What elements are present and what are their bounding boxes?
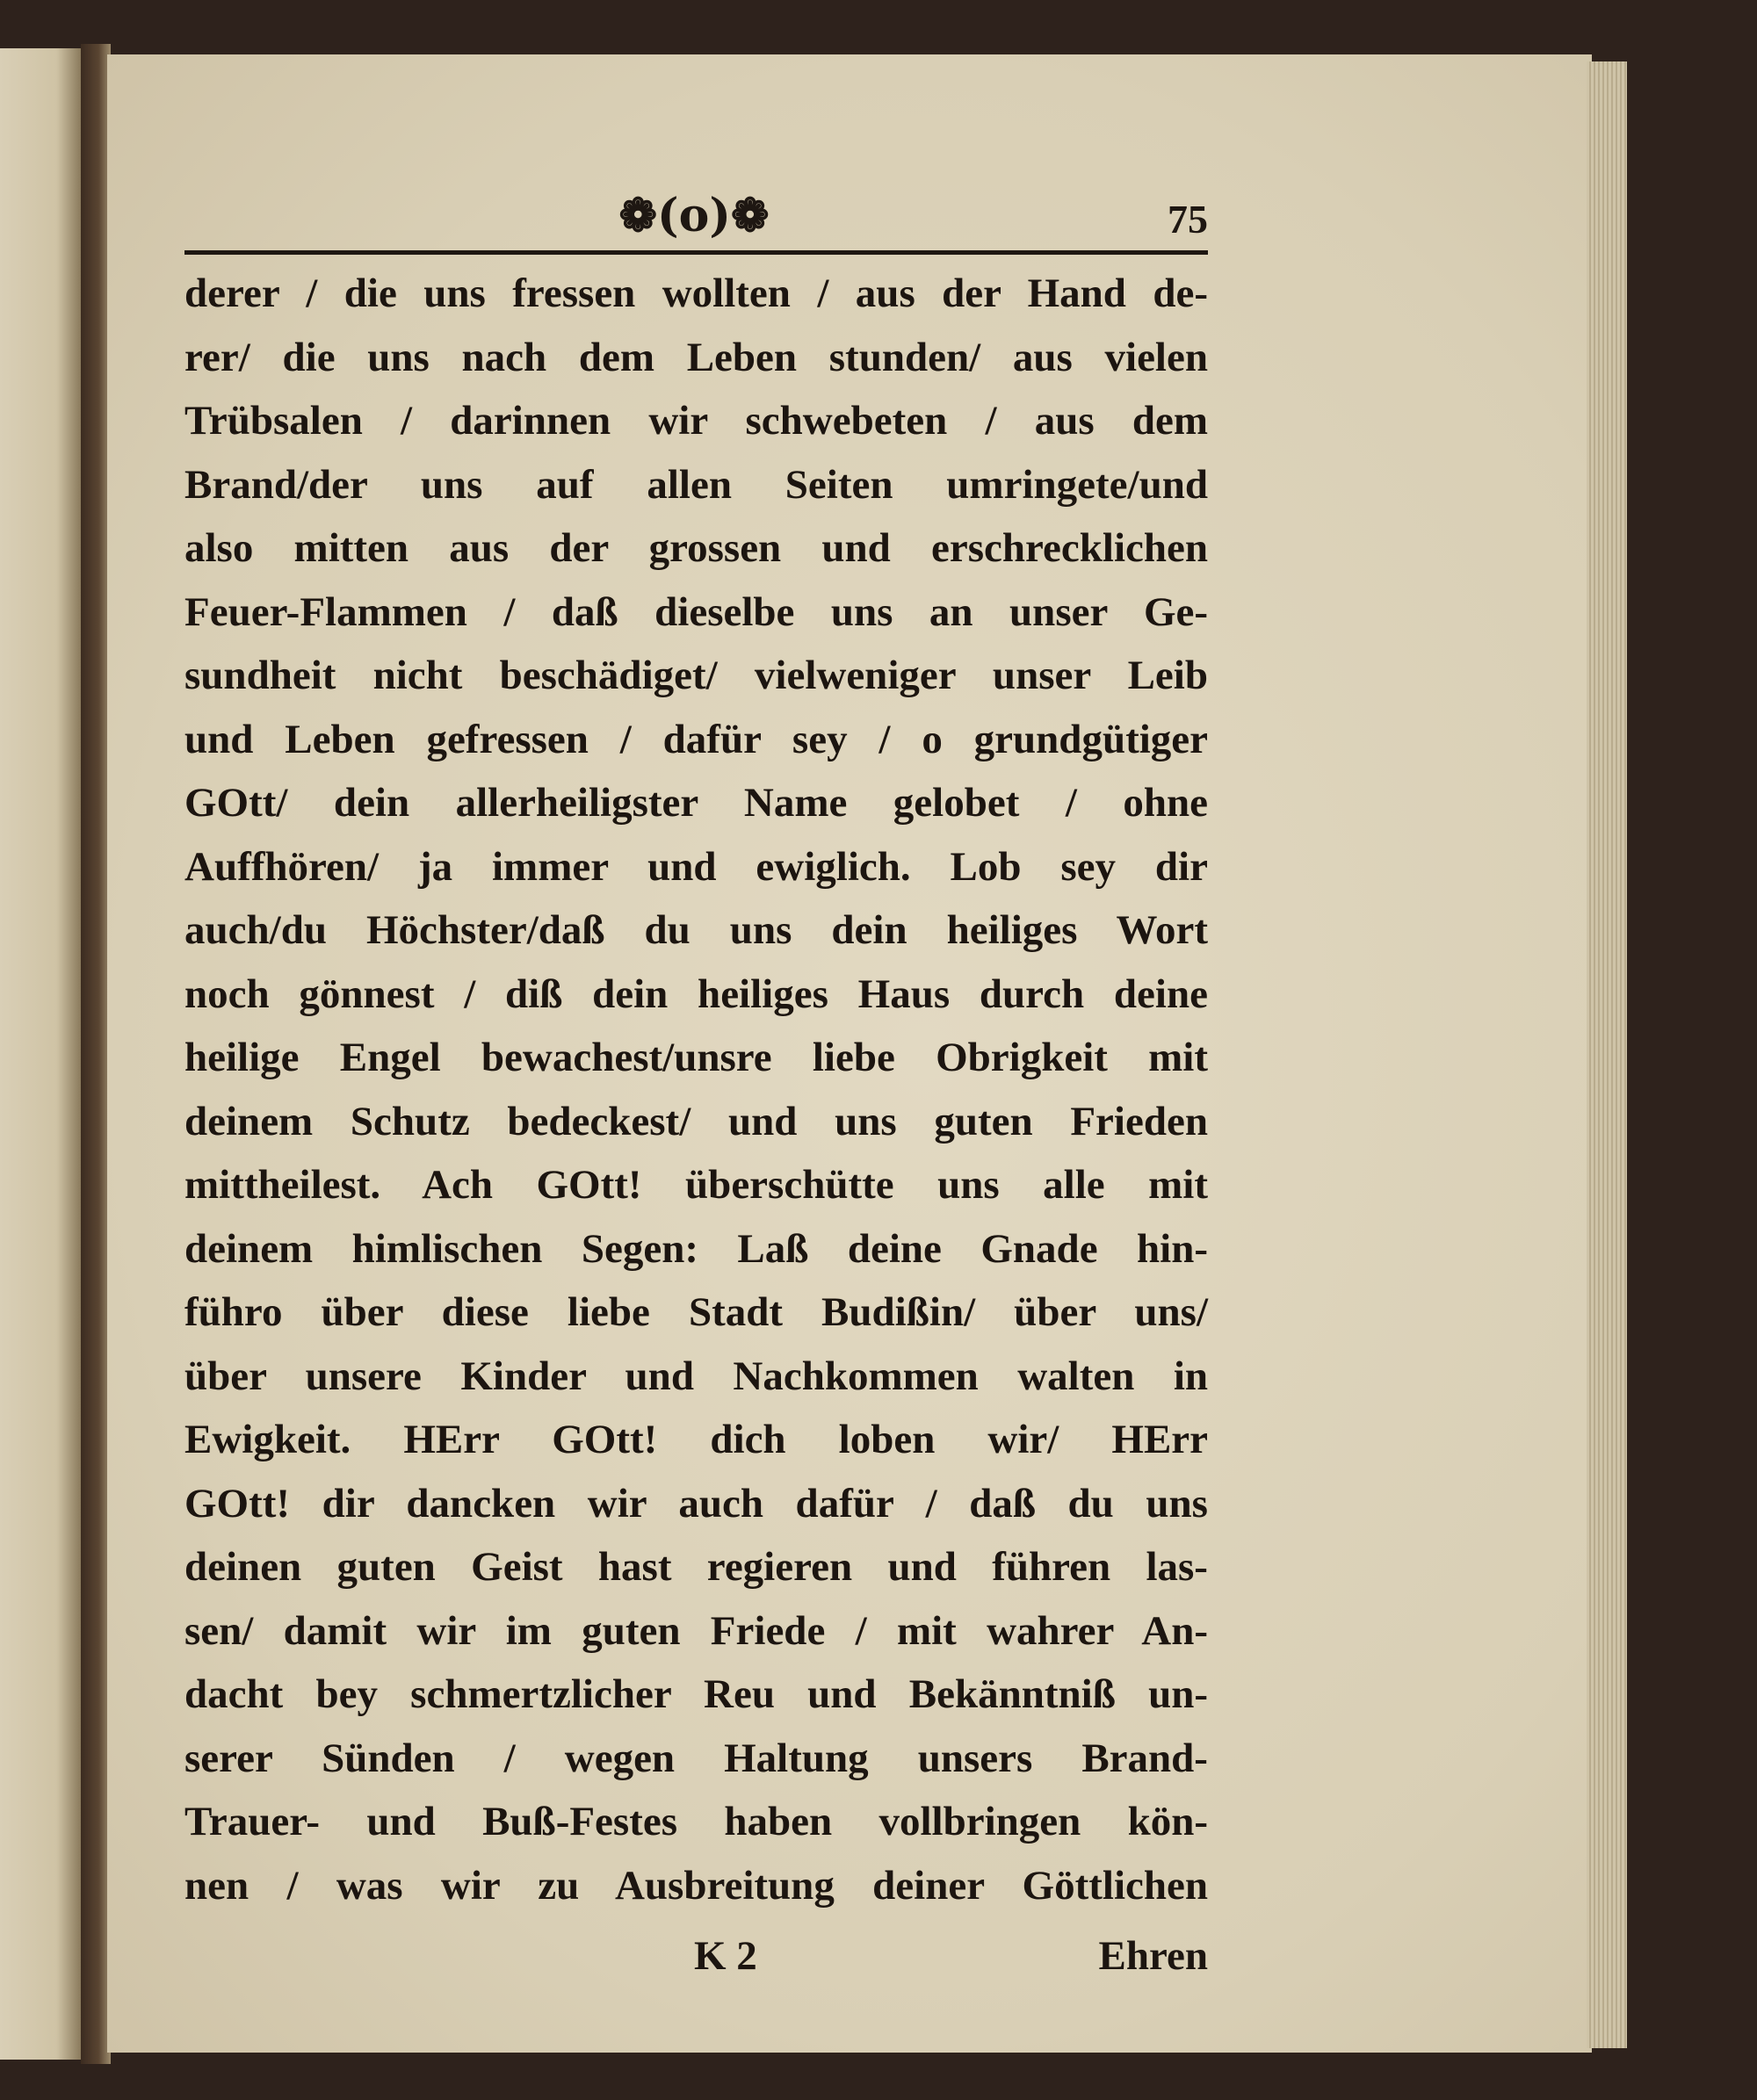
text-line-content: Brand/der uns auf allen Seiten umringete/und (184, 461, 1208, 508)
text-line-content: deinen guten Geist hast regieren und führen las- (184, 1544, 1208, 1590)
text-line-content: heilige Engel bewachest/unsre liebe Obrigkeit mit (184, 1035, 1208, 1080)
text-line-content: rer/ die uns nach dem Leben stunden/ aus vielen (184, 334, 1208, 380)
text-line (184, 963, 1208, 1027)
text-line-content: Auffhören/ ja immer und ewiglich. Lob sey dir (184, 843, 1208, 890)
text-line-content: sen/ damit wir im guten Friede / mit wahrer An- (184, 1607, 1208, 1654)
text-line-content: deinem himlischen Segen: Laß deine Gnade hin- (184, 1225, 1208, 1272)
text-line-content: Trübsalen / darinnen wir schwebeten / aus dem (184, 398, 1208, 444)
text-line (184, 835, 1208, 899)
text-line (184, 1153, 1208, 1217)
text-line (184, 1281, 1208, 1345)
text-line (184, 1217, 1208, 1281)
text-line (184, 262, 1208, 326)
text-line-content: noch gönnest / diß dein heiliges Haus durch deine (184, 971, 1208, 1017)
header-rule (184, 250, 1208, 255)
text-line (184, 1345, 1208, 1409)
page-number: 75 (1168, 197, 1208, 242)
text-line-content: auch/du Höchster/daß du uns dein heiliges Wort (184, 907, 1208, 953)
text-line (184, 453, 1208, 517)
text-line-content: über unsere Kinder und Nachkommen walten in (184, 1353, 1209, 1399)
text-line-content: GOtt/ dein allerheiligster Name gelobet / ohne (184, 780, 1208, 826)
header-ornament: ❁(o)❁ (618, 189, 770, 242)
text-line (184, 771, 1208, 835)
text-line-content: sundheit nicht beschädiget/ vielweniger unser Leib (184, 653, 1208, 698)
text-line-content: dacht bey schmertzlicher Reu und Bekänntniß un- (184, 1671, 1208, 1717)
text-line (184, 1408, 1208, 1472)
text-line-content: Feuer-Flammen / daß dieselbe uns an unser Ge- (184, 588, 1209, 635)
left-page-edge (0, 48, 81, 2060)
text-line (184, 1727, 1208, 1791)
text-line (184, 1854, 1208, 1918)
body-text (184, 262, 1208, 1917)
text-line (184, 1663, 1208, 1727)
page-footer (184, 1932, 1208, 2003)
text-line-content: derer / die uns fressen wollten / aus der Hand de- (184, 271, 1208, 316)
catchword: Ehren (1098, 1933, 1208, 1979)
page-header (184, 189, 1208, 255)
text-line (184, 1090, 1208, 1154)
text-line (184, 581, 1208, 645)
text-line (184, 389, 1208, 453)
text-line (184, 326, 1208, 390)
text-line (184, 1790, 1208, 1854)
text-line (184, 1472, 1208, 1536)
text-line-content: deinem Schutz bedeckest/ und uns guten Frieden (184, 1098, 1208, 1144)
text-line (184, 708, 1208, 772)
text-line-content: Trauer- und Buß-Festes haben vollbringen kön- (184, 1799, 1209, 1844)
text-line (184, 1535, 1208, 1599)
text-line (184, 1026, 1208, 1090)
signature-mark: K 2 (694, 1933, 757, 1979)
page-edges (1587, 61, 1627, 2048)
text-line-content: führo über diese liebe Stadt Budißin/ über uns/ (184, 1289, 1208, 1335)
text-line-content: mittheilest. Ach GOtt! überschütte uns alle mit (184, 1162, 1208, 1208)
text-line-content: Ewigkeit. HErr GOtt! dich loben wir/ HErr (184, 1417, 1209, 1462)
book-gutter (81, 44, 111, 2064)
text-line (184, 644, 1208, 708)
text-line (184, 898, 1208, 963)
text-line-content: GOtt! dir dancken wir auch dafür / daß du uns (184, 1480, 1208, 1526)
text-line (184, 516, 1208, 581)
text-line-content: also mitten aus der grossen und erschrecklichen (184, 525, 1209, 571)
text-line-content: nen / was wir zu Ausbreitung deiner Göttlichen (184, 1862, 1209, 1909)
text-line-content: serer Sünden / wegen Haltung unsers Brand- (184, 1735, 1208, 1781)
text-line-content: und Leben gefressen / dafür sey / o grundgütiger (184, 716, 1209, 762)
text-line (184, 1599, 1208, 1663)
